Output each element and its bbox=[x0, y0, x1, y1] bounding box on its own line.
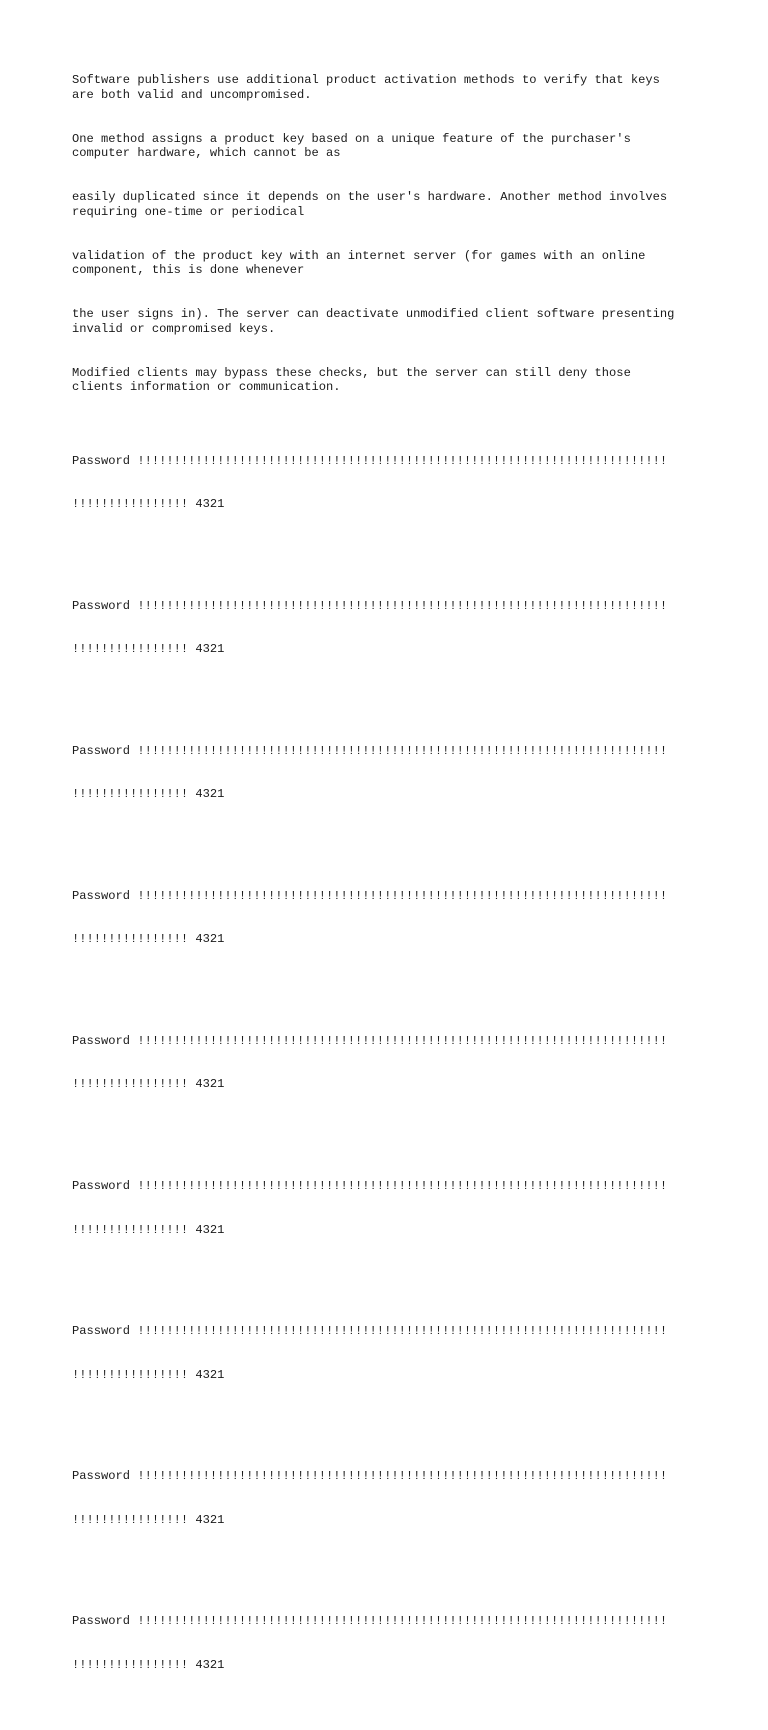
password-entry-line: !!!!!!!!!!!!!!!! 4321 bbox=[72, 787, 225, 802]
password-entry bbox=[72, 1440, 712, 1556]
password-entry bbox=[72, 1295, 712, 1411]
paragraph-server-deactivation: the user signs in). The server can deactivate unmodified client software presenting invalid or compromised keys. bbox=[72, 307, 675, 336]
password-entry bbox=[72, 570, 712, 686]
password-entry-line: Password !!!!!!!!!!!!!!!!!!!!!!!!!!!!!!!!!!!!!!!!!!!!!!!!!!!!!!!!!!!!!!!!!!!!!!!!! bbox=[72, 743, 668, 758]
password-entry bbox=[72, 1585, 712, 1701]
password-entry-line: !!!!!!!!!!!!!!!! 4321 bbox=[72, 497, 225, 512]
paragraph-hardware-key: One method assigns a product key based on a unique feature of the purchaser's computer hardware, which cannot be as bbox=[72, 131, 631, 161]
paragraph-hardware-duplication: easily duplicated since it depends on the user's hardware. Another method involves requiring one-time or periodical bbox=[72, 190, 668, 219]
password-entry bbox=[72, 425, 712, 541]
password-entry bbox=[72, 1005, 712, 1121]
password-entry-line: Password !!!!!!!!!!!!!!!!!!!!!!!!!!!!!!!!!!!!!!!!!!!!!!!!!!!!!!!!!!!!!!!!!!!!!!!!! bbox=[72, 598, 668, 613]
password-entry bbox=[72, 715, 712, 831]
password-entry-line: Password !!!!!!!!!!!!!!!!!!!!!!!!!!!!!!!!!!!!!!!!!!!!!!!!!!!!!!!!!!!!!!!!!!!!!!!!! bbox=[72, 453, 668, 468]
password-entry-line: Password !!!!!!!!!!!!!!!!!!!!!!!!!!!!!!!!!!!!!!!!!!!!!!!!!!!!!!!!!!!!!!!!!!!!!!!!! bbox=[72, 888, 668, 903]
password-entry-line: !!!!!!!!!!!!!!!! 4321 bbox=[72, 642, 225, 657]
paragraph-server-validation: validation of the product key with an internet server (for games with an online component, this is done whenever bbox=[72, 248, 646, 278]
password-entry bbox=[72, 860, 712, 976]
paragraph-modified-clients: Modified clients may bypass these checks, but the server can still deny those clients information or communication. bbox=[72, 365, 631, 395]
password-entry-line: Password !!!!!!!!!!!!!!!!!!!!!!!!!!!!!!!!!!!!!!!!!!!!!!!!!!!!!!!!!!!!!!!!!!!!!!!!! bbox=[72, 1469, 668, 1484]
password-entry-line: !!!!!!!!!!!!!!!! 4321 bbox=[72, 1077, 225, 1092]
password-entry-line: !!!!!!!!!!!!!!!! 4321 bbox=[72, 932, 225, 947]
password-entry-line: !!!!!!!!!!!!!!!! 4321 bbox=[72, 1222, 225, 1237]
document-body bbox=[72, 73, 712, 1730]
password-entry-line: !!!!!!!!!!!!!!!! 4321 bbox=[72, 1657, 225, 1672]
password-entry-line: Password !!!!!!!!!!!!!!!!!!!!!!!!!!!!!!!!!!!!!!!!!!!!!!!!!!!!!!!!!!!!!!!!!!!!!!!!! bbox=[72, 1324, 668, 1339]
password-entry-line: !!!!!!!!!!!!!!!! 4321 bbox=[72, 1512, 225, 1527]
password-entry-line: !!!!!!!!!!!!!!!! 4321 bbox=[72, 1367, 225, 1382]
paragraph-activation-methods: Software publishers use additional product activation methods to verify that keys are both valid and uncompromised. bbox=[72, 73, 660, 102]
password-entry-line: Password !!!!!!!!!!!!!!!!!!!!!!!!!!!!!!!!!!!!!!!!!!!!!!!!!!!!!!!!!!!!!!!!!!!!!!!!! bbox=[72, 1614, 668, 1629]
password-entry-line: Password !!!!!!!!!!!!!!!!!!!!!!!!!!!!!!!!!!!!!!!!!!!!!!!!!!!!!!!!!!!!!!!!!!!!!!!!! bbox=[72, 1179, 668, 1194]
password-entry bbox=[72, 1150, 712, 1266]
password-entry-line: Password !!!!!!!!!!!!!!!!!!!!!!!!!!!!!!!!!!!!!!!!!!!!!!!!!!!!!!!!!!!!!!!!!!!!!!!!! bbox=[72, 1033, 668, 1048]
